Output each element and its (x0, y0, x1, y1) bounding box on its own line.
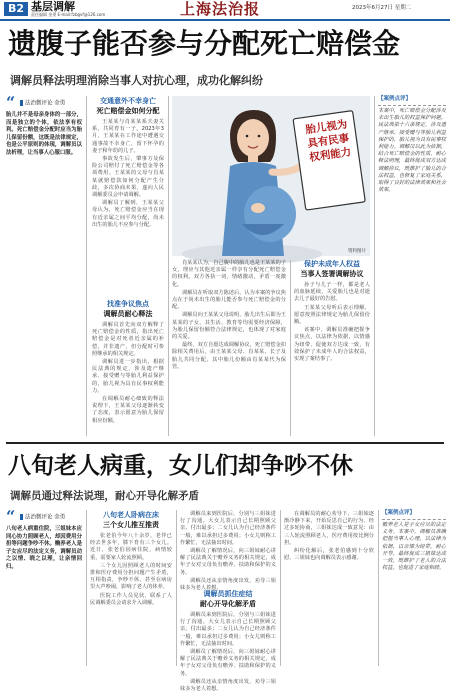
story1-commentary-head (20, 100, 82, 108)
body-paragraph: 调解员首先向双方解释了死亡赔偿金的性质，指出死亡赔偿金是对死者近亲属的补偿，并非遗产，但分配时可参照继承的相关规定。 (92, 322, 164, 357)
body-paragraph: 在调解员的耐心劝导下，三姐妹逐渐冷静下来，开始反思自己的行为。经过多轮协商，三姐妹达成一致意见：由三人轮流照顾老人，医疗费用按比例分担。 (284, 511, 374, 546)
story1-subhead-b: 死亡赔偿金如何分配 (96, 107, 160, 115)
edition-line: 责任编辑 金勇 E-mail:fzbgvf@126.com (31, 12, 106, 17)
body-paragraph: 在调解员耐心细致的释法说理下，王某某父母逐渐转变了态度，表示愿意为胎儿保留相应份额。 (92, 396, 164, 424)
column-rule (176, 510, 177, 666)
story-separator (6, 442, 444, 444)
page-number-badge: B2 (4, 2, 28, 16)
body-paragraph: 调解员来到医院后，分别与三姐妹进行了沟通。大女儿表示自己长期照顾父亲，付出最多；二女儿认为自己经济条件一般，难以承担过多费用；小女儿则称工作繁忙，无法抽出时间。 (180, 612, 276, 647)
body-paragraph: 调解员了解情况后，向三姐妹耐心讲解了民法典关于赡养义务的相关规定，成年子女对父母负有赡养、扶助和保护的义务。 (180, 548, 276, 576)
story2-subhead-b: 三个女儿推互推责 (103, 521, 159, 529)
story1-col-a-text-1 (92, 119, 164, 297)
body-paragraph: 调解员来到医院后，分别与三姐妹进行了沟通。大女儿表示自己长期照顾父亲，付出最多；二女儿认为自己经济条件一般，难以承担过多费用；小女儿则称工作繁忙，无法抽出时间。 (180, 511, 276, 546)
body-paragraph: 医院工作人员见状，联系了人民调解委员会请求介入调解。 (90, 592, 172, 606)
sign-text: 胎儿视为具有民事权利能力 (304, 118, 352, 164)
story1-col-a-text-2 (92, 322, 164, 436)
body-paragraph: 调解员还从亲情角度出发，劝导三姐妹多为老人着想。 (180, 577, 276, 592)
story1-case-column (378, 96, 446, 436)
story2-commentary-head (20, 514, 82, 522)
page-header (0, 0, 450, 18)
story1-commentary-text: 胎儿并不是母亲身体的一部分，而是独立的个体，依法享有权利。死亡赔偿金分配时应当为胎儿保留份额，这既是法律规定，也是公平原则的体现，调解员以法析理，让当事人心服口服。 (6, 112, 82, 156)
story1-col-b-text (172, 260, 286, 436)
accent-bar-icon (20, 514, 23, 520)
body-paragraph: 王某某与肖某某系夫妻关系，共同育有一子。2023年3月，王某某在工作途中遭遇交通事故不幸身亡，留下怀孕的妻子和年幼的儿子。 (92, 119, 164, 154)
story1-illustration (172, 96, 370, 256)
commentary-head-label: 法治微评论 金勇 (25, 514, 66, 521)
story2-subhead-a: 八旬老人卧病在床 (103, 511, 159, 519)
body-paragraph: 调解员还从亲情角度出发，劝导三姐妹多为老人着想。 (180, 678, 276, 693)
body-paragraph: 调解员了解情况后，向三姐妹耐心讲解了民法典关于赡养义务的相关规定，成年子女对父母负有赡养、扶助和保护的义务。 (180, 649, 276, 677)
story2-case-text: 赡养老人是子女应尽的法定义务。本案中，调解员准确把握当事人心理，以法律为依据，以亲情为纽带，耐心开导，最终促成三姐妹达成一致，既维护了老人的合法权益，也促进了家庭和睦。 (382, 522, 446, 572)
story2-col-c-text (284, 511, 374, 666)
story2-col-a-text (90, 533, 172, 666)
body-paragraph: 三个女儿因照顾老人的时间安排和医疗费用分担问题产生矛盾，互相指责，争吵不休，甚至在病房里大声吵闹，影响了老人的休养。 (90, 562, 172, 591)
story1-subhead-e: 保护未成年人权益 (304, 260, 360, 268)
body-paragraph: 肖某某认为，自己腹中的胎儿也是王某某的子女，理应与其他近亲属一样享有分配死亡赔偿金的权利。双方各执一词，情绪激动，矛盾一度激化。 (172, 260, 286, 288)
body-paragraph: 该案中，调解员准确把握争议焦点，以法律为依据，以情感为纽带，促使双方达成一致，有效保护了未成年人的合法权益，实现了案结事了。 (294, 327, 370, 363)
story2-subtitle: 调解员通过释法说理，耐心开导化解矛盾 (10, 490, 199, 502)
story2-col-b-text-1 (180, 511, 276, 592)
column-rule (290, 260, 291, 436)
story1-title: 遗腹子能否参与分配死亡赔偿金 (8, 27, 401, 60)
section-name: 基层调解 (31, 0, 75, 13)
body-paragraph: 王某某父母听后表示理解，愿意按照法律规定为胎儿保留份额。 (294, 304, 370, 326)
body-paragraph: 孙子与儿子一样，都是老人的血脉延续，关爱胎儿也是对逝去儿子最好的告慰。 (294, 282, 370, 303)
story1-commentary-box (6, 93, 82, 192)
story2-subhead-d: 耐心开导化解矛盾 (200, 600, 256, 608)
photo-credit: 资料图片 (348, 249, 366, 254)
newspaper-masthead: 上海法治报 (180, 0, 261, 18)
story1-subhead-c: 找准争议焦点 (107, 300, 149, 308)
quote-mark-icon: “ (6, 93, 16, 112)
story2-commentary-text: 八旬老人病重住院，三姐妹本应同心协力照顾老人，却因费用分担等问题争吵不休。赡养老人是子女应尽的法定义务，调解员动之以情、晓之以理，让亲情回归。 (6, 526, 82, 570)
story2-case-head: 【案例点评】 (382, 510, 416, 516)
story2-commentary-box (6, 507, 82, 630)
dashed-rule (378, 105, 446, 106)
story1-subhead-a: 交通意外不幸身亡 (100, 97, 156, 105)
story2-title: 八旬老人病重，女儿们却争吵不休 (8, 453, 353, 479)
body-paragraph: 事故发生后，肇事方及保险公司赔付了死亡赔偿金等各项费用。王某某的父母与肖某某就赔偿款如何分配产生分歧，多次协商未果，遂向人民调解委员会申请调解。 (92, 156, 164, 199)
story2-subhead-c: 调解员抓住症结 (203, 590, 253, 598)
column-rule (86, 96, 87, 436)
story1-subhead-d: 调解员耐心释法 (103, 310, 153, 318)
body-paragraph: 最终，双方自愿达成调解协议，死亡赔偿金扣除相关费用后，由王某某父母、肖某某、长子及胎儿共同分配，其中胎儿份额由肖某某代为保管。 (172, 342, 286, 370)
story2-col-b-text-2 (180, 612, 276, 693)
body-paragraph: 调解员进一步指出，根据民法典的规定，涉及遗产继承、接受赠与等胎儿利益保护的，胎儿视为具有民事权利能力。 (92, 359, 164, 394)
story1-case-head: 【案例点评】 (378, 96, 412, 102)
story1-subhead-f: 当事人签署调解协议 (300, 270, 364, 278)
column-rule (168, 96, 169, 436)
header-rule (0, 19, 450, 21)
column-rule (378, 510, 379, 666)
commentary-head-label: 法治微评论 金勇 (25, 100, 66, 107)
body-paragraph: 调解员在听取双方陈述后，认为本案的争议焦点在于尚未出生的胎儿能否参与死亡赔偿金的分配。 (172, 289, 286, 311)
column-rule (374, 96, 375, 436)
column-rule (86, 510, 87, 666)
story2-case-column (382, 510, 446, 666)
story1-subtitle: 调解员释法明理消除当事人对抗心理，成功化解纠纷 (10, 74, 263, 87)
body-paragraph: 调解员向王某某父母说明，胎儿出生后即为王某某的子女，其生活、教育等均需要经济保障，为胎儿保留份额符合法律规定，也体现了对家庭的关爱。 (172, 312, 286, 341)
body-paragraph: 纠纷化解后，张老伯感到十分欣慰，三姐妹也向调解员表示感谢。 (284, 548, 374, 562)
body-paragraph: 调解员了解到，王某某父母认为，死亡赔偿金应当在现有近亲属之间平均分配，尚未出生的胎儿不应参与分配。 (92, 200, 164, 228)
story1-case-text: 本案中，死亡赔偿金分配涉及未出生胎儿的权益保护问题。民法典第十六条规定，涉及遗产继承、接受赠与等胎儿利益保护的，胎儿视为具有民事权利能力。调解员以此为依据，结合死亡赔偿金的性质，耐心释法明理，最终促成双方达成调解协议，既维护了胎儿的合法权益，也修复了家庭关系，取得了良好的法律效果和社会效果。 (378, 108, 446, 194)
publication-date: 2023年6月27日 星期二 (352, 5, 412, 11)
body-paragraph: 张老伯今年八十余岁，老伴已经去世多年，膝下育有三个女儿。近日，张老伯因病住院，病情较重，需要家人轮流照顾。 (90, 533, 172, 561)
accent-bar-icon (20, 100, 23, 106)
dashed-rule (382, 519, 446, 520)
quote-mark-icon: “ (6, 507, 16, 526)
story1-col-c-text (294, 282, 370, 436)
column-rule (280, 510, 281, 666)
